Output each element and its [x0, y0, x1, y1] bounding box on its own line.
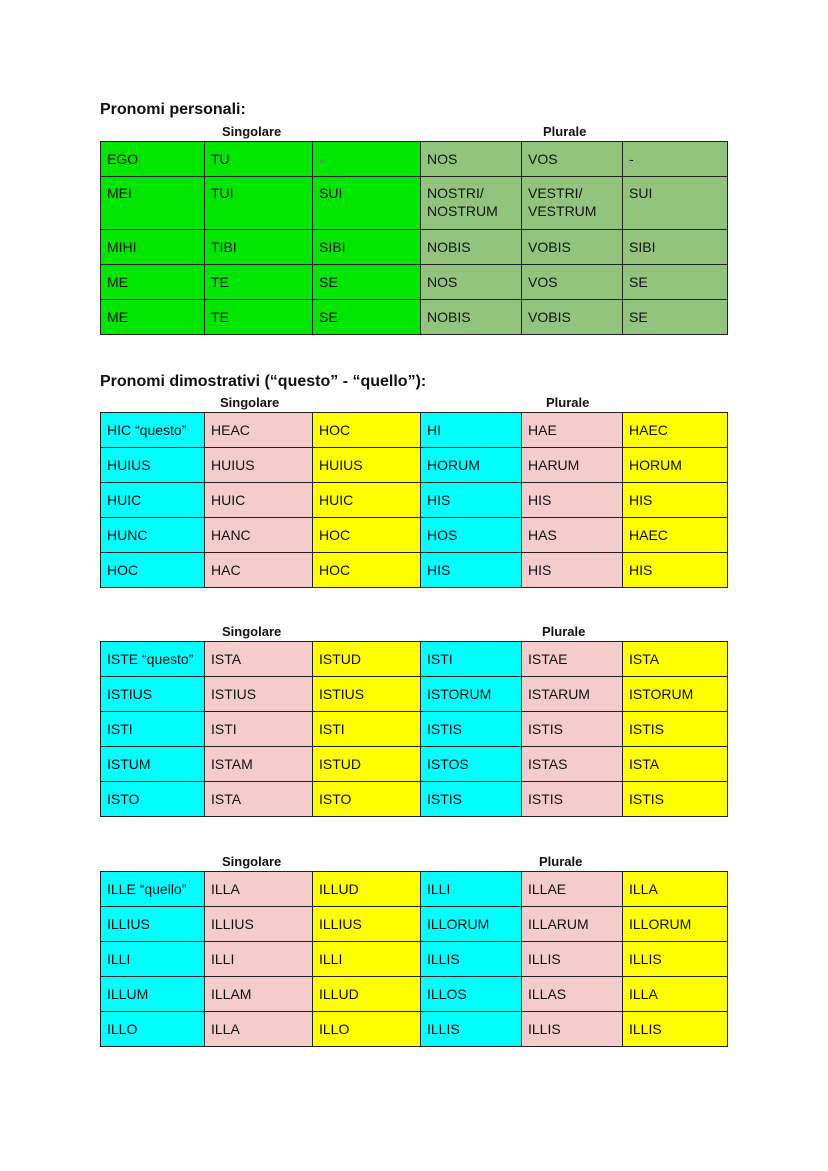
- table-cell: HANC: [205, 518, 313, 553]
- table-cell: HUIC: [205, 483, 313, 518]
- table-row: [101, 142, 728, 177]
- table-cell: ISTO: [101, 782, 205, 817]
- ille-table: [100, 871, 728, 1047]
- table-cell: ISTA: [623, 747, 728, 782]
- table-cell: SIBI: [313, 230, 421, 265]
- table-cell: ISTAM: [205, 747, 313, 782]
- table-cell: HUIUS: [313, 448, 421, 483]
- table-cell: ILLIUS: [313, 907, 421, 942]
- table-cell: ILLI: [101, 942, 205, 977]
- table-row: [101, 553, 728, 588]
- table-cell: TIBI: [205, 230, 313, 265]
- table-row: [101, 942, 728, 977]
- table-cell: ISTAE: [522, 642, 623, 677]
- table-cell: SE: [623, 265, 728, 300]
- table-cell: ILLIS: [522, 1012, 623, 1047]
- table-cell: ILLI: [313, 942, 421, 977]
- table-cell: ISTI: [205, 712, 313, 747]
- table-cell: HIS: [623, 483, 728, 518]
- table-cell: HORUM: [421, 448, 522, 483]
- table-cell: ILLA: [205, 872, 313, 907]
- table-cell: ILLA: [623, 977, 728, 1012]
- demonstrative-pronouns-title: Pronomi dimostrativi (“questo” - “quello”):: [100, 373, 427, 390]
- table-cell: ILLI: [205, 942, 313, 977]
- table-cell: -: [313, 142, 421, 177]
- table-cell: HOS: [421, 518, 522, 553]
- table-cell: ILLIS: [623, 942, 728, 977]
- personal-pronouns-title: Pronomi personali:: [100, 101, 246, 118]
- table-cell: ILLAS: [522, 977, 623, 1012]
- table-row: [101, 413, 728, 448]
- table-cell: ISTI: [421, 642, 522, 677]
- table-row: [101, 782, 728, 817]
- personal-singular-label: Singolare: [222, 124, 282, 139]
- table-cell: ISTORUM: [623, 677, 728, 712]
- iste-plural-label: Plurale: [542, 624, 586, 639]
- table-cell: VOS: [522, 265, 623, 300]
- table-cell: ISTI: [313, 712, 421, 747]
- table-row: [101, 642, 728, 677]
- table-row: [101, 177, 728, 230]
- table-cell: ILLI: [421, 872, 522, 907]
- table-cell: ISTA: [205, 782, 313, 817]
- table-row: [101, 747, 728, 782]
- table-cell: ISTIS: [522, 712, 623, 747]
- table-cell: ISTA: [205, 642, 313, 677]
- table-row: [101, 712, 728, 747]
- table-cell: ILLIUS: [205, 907, 313, 942]
- table-cell: ISTUD: [313, 642, 421, 677]
- table-cell: ISTUD: [313, 747, 421, 782]
- hic-table: [100, 412, 728, 588]
- table-cell: ISTIUS: [313, 677, 421, 712]
- table-cell: ISTIS: [522, 782, 623, 817]
- table-cell: NOS: [421, 265, 522, 300]
- table-cell: HORUM: [623, 448, 728, 483]
- table-cell: TE: [205, 300, 313, 335]
- table-cell: HIS: [421, 553, 522, 588]
- table-cell: SE: [313, 265, 421, 300]
- personal-plural-label: Plurale: [543, 124, 587, 139]
- table-row: [101, 230, 728, 265]
- table-cell: ISTORUM: [421, 677, 522, 712]
- iste-singular-label: Singolare: [222, 624, 282, 639]
- table-cell: ILLORUM: [421, 907, 522, 942]
- table-cell: ISTUM: [101, 747, 205, 782]
- table-cell: ISTOS: [421, 747, 522, 782]
- table-cell: ILLARUM: [522, 907, 623, 942]
- table-cell: ILLIS: [421, 1012, 522, 1047]
- table-cell: NOS: [421, 142, 522, 177]
- table-cell: ISTARUM: [522, 677, 623, 712]
- table-cell: ILLAE: [522, 872, 623, 907]
- table-cell: ISTIUS: [101, 677, 205, 712]
- table-cell: ISTIS: [623, 782, 728, 817]
- table-cell: TUI: [205, 177, 313, 230]
- table-row: [101, 907, 728, 942]
- hic-singular-label: Singolare: [220, 395, 280, 410]
- table-cell: ILLIS: [421, 942, 522, 977]
- table-cell: ISTI: [101, 712, 205, 747]
- table-cell: ILLIS: [522, 942, 623, 977]
- table-cell: -: [623, 142, 728, 177]
- table-row: [101, 1012, 728, 1047]
- table-row: [101, 977, 728, 1012]
- table-cell: SE: [623, 300, 728, 335]
- table-cell: SIBI: [623, 230, 728, 265]
- table-cell: HIC “questo”: [101, 413, 205, 448]
- table-cell: TU: [205, 142, 313, 177]
- table-cell: HAC: [205, 553, 313, 588]
- table-cell: ILLA: [623, 872, 728, 907]
- table-cell: MIHI: [101, 230, 205, 265]
- hic-plural-label: Plurale: [546, 395, 590, 410]
- table-cell: ISTIS: [421, 782, 522, 817]
- table-cell: HOC: [313, 413, 421, 448]
- ille-plural-label: Plurale: [539, 854, 583, 869]
- table-cell: HAEC: [623, 413, 728, 448]
- table-row: [101, 483, 728, 518]
- table-cell: NOBIS: [421, 230, 522, 265]
- table-row: [101, 265, 728, 300]
- table-cell: ILLIS: [623, 1012, 728, 1047]
- table-row: [101, 448, 728, 483]
- table-cell: HUIUS: [101, 448, 205, 483]
- table-cell: ILLA: [205, 1012, 313, 1047]
- table-cell: NOSTRI/ NOSTRUM: [421, 177, 522, 230]
- table-cell: ISTIS: [421, 712, 522, 747]
- table-cell: HIS: [623, 553, 728, 588]
- table-cell: ILLO: [313, 1012, 421, 1047]
- table-cell: HUNC: [101, 518, 205, 553]
- table-cell: HIS: [522, 553, 623, 588]
- table-cell: HAE: [522, 413, 623, 448]
- table-cell: ISTIUS: [205, 677, 313, 712]
- table-row: [101, 872, 728, 907]
- table-cell: ILLAM: [205, 977, 313, 1012]
- table-cell: MEI: [101, 177, 205, 230]
- table-cell: HOC: [313, 553, 421, 588]
- table-cell: HOC: [101, 553, 205, 588]
- table-row: [101, 518, 728, 553]
- table-cell: ILLUM: [101, 977, 205, 1012]
- table-cell: HI: [421, 413, 522, 448]
- table-cell: VOS: [522, 142, 623, 177]
- table-cell: SE: [313, 300, 421, 335]
- table-cell: ISTIS: [623, 712, 728, 747]
- table-cell: HIS: [522, 483, 623, 518]
- table-cell: HUIUS: [205, 448, 313, 483]
- table-cell: ILLOS: [421, 977, 522, 1012]
- table-cell: HIS: [421, 483, 522, 518]
- table-cell: HAS: [522, 518, 623, 553]
- table-cell: VOBIS: [522, 300, 623, 335]
- table-cell: ISTAS: [522, 747, 623, 782]
- table-cell: ME: [101, 300, 205, 335]
- table-cell: NOBIS: [421, 300, 522, 335]
- table-cell: ISTA: [623, 642, 728, 677]
- personal-pronouns-table: [100, 141, 728, 335]
- table-cell: ILLE “quello”: [101, 872, 205, 907]
- table-cell: ISTO: [313, 782, 421, 817]
- iste-table: [100, 641, 728, 817]
- table-cell: HOC: [313, 518, 421, 553]
- table-cell: VESTRI/ VESTRUM: [522, 177, 623, 230]
- table-cell: HEAC: [205, 413, 313, 448]
- table-cell: HUIC: [313, 483, 421, 518]
- table-cell: HAEC: [623, 518, 728, 553]
- table-cell: VOBIS: [522, 230, 623, 265]
- table-cell: TE: [205, 265, 313, 300]
- ille-singular-label: Singolare: [222, 854, 282, 869]
- table-cell: SUI: [623, 177, 728, 230]
- table-cell: ILLUD: [313, 977, 421, 1012]
- table-row: [101, 300, 728, 335]
- table-cell: ME: [101, 265, 205, 300]
- table-cell: ILLUD: [313, 872, 421, 907]
- table-cell: SUI: [313, 177, 421, 230]
- table-cell: EGO: [101, 142, 205, 177]
- table-cell: HARUM: [522, 448, 623, 483]
- table-cell: ISTE “questo”: [101, 642, 205, 677]
- table-cell: HUIC: [101, 483, 205, 518]
- table-row: [101, 677, 728, 712]
- table-cell: ILLO: [101, 1012, 205, 1047]
- table-cell: ILLORUM: [623, 907, 728, 942]
- table-cell: ILLIUS: [101, 907, 205, 942]
